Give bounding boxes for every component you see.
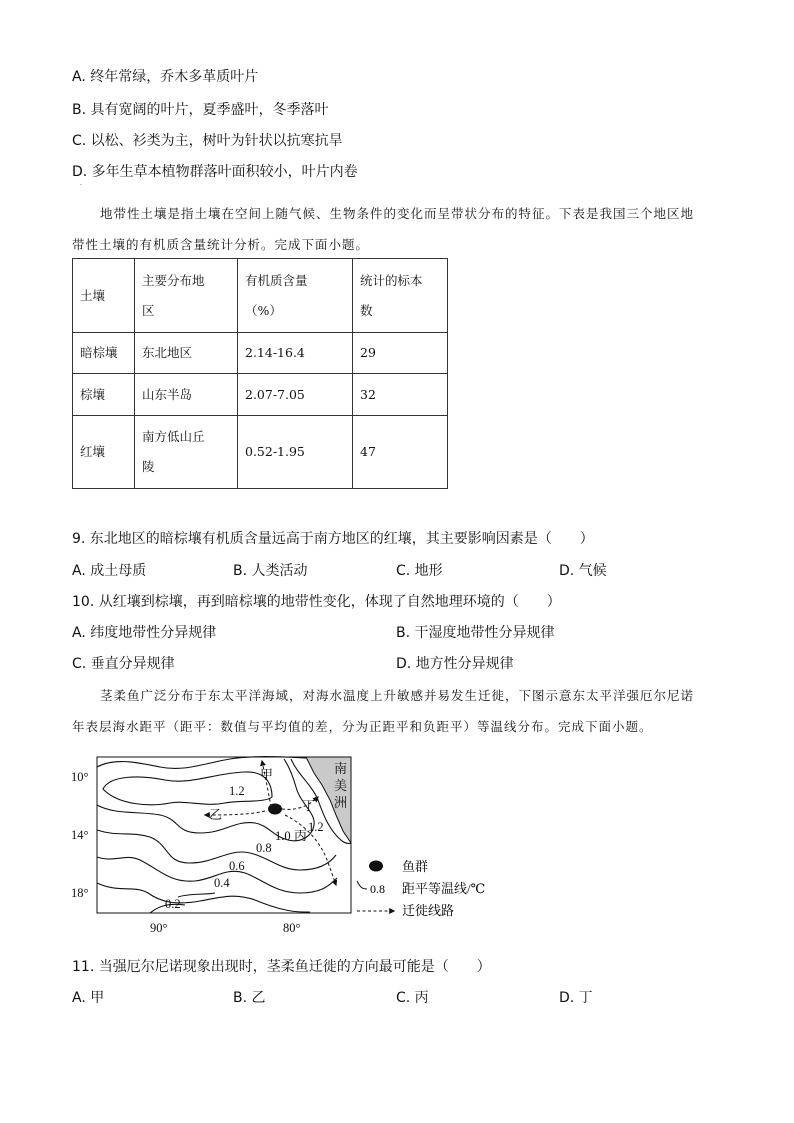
label-iso-1.0: 1.0	[275, 829, 291, 843]
fish-school-marker	[268, 804, 282, 815]
q9-stem: 9. 东北地区的暗棕壤有机质含量远高于南方地区的红壤，其主要影响因素是（ ）	[72, 531, 594, 547]
label-iso-0.4: 0.4	[214, 876, 230, 890]
lat-label-14: 14°	[71, 828, 89, 842]
header-cell-region: 主要分布地 区	[135, 259, 238, 333]
q9-option-c: C. 地形	[396, 563, 443, 579]
q8-option-c: C. 以松、衫类为主，树叶为针状以抗寒抗旱	[72, 133, 343, 149]
table-row	[73, 333, 448, 374]
label-iso-0.8: 0.8	[256, 841, 272, 855]
label-iso-1.2-east: 1.2	[308, 820, 324, 834]
q10-option-d: D. 地方性分异规律	[396, 656, 514, 672]
label-iso-0.6: 0.6	[229, 859, 245, 873]
table-cell: 南方低山丘 陵	[135, 416, 238, 489]
legend-fish-icon	[369, 861, 383, 872]
label-continent-2: 美	[334, 778, 348, 793]
header-cell-samples: 统计的标本 数	[353, 259, 448, 333]
q10-option-b: B. 干湿度地带性分异规律	[396, 625, 555, 641]
legend-isotherm-sample: 0.8	[370, 882, 385, 896]
q11-option-b: B. 乙	[233, 990, 266, 1006]
table-cell: 山东半岛	[135, 374, 238, 416]
sea-temperature-anomaly-map	[0, 745, 794, 945]
passage2-line2: 年表层海水距平（距平：数值与平均值的差，分为正距平和负距平）等温线分布。完成下面小题。	[72, 719, 653, 734]
lat-label-10: 10°	[71, 770, 89, 784]
table-cell: 棕壤	[73, 374, 135, 416]
table-cell: 32	[353, 374, 448, 416]
table-row	[73, 374, 448, 416]
lon-label-80: 80°	[283, 921, 301, 935]
lon-label-90: 90°	[150, 921, 168, 935]
table-cell: 暗棕壤	[73, 333, 135, 374]
q11-option-a: A. 甲	[72, 990, 105, 1006]
label-iso-1.2-west: 1.2	[229, 784, 245, 798]
header-cell-soil: 土壤	[73, 259, 135, 333]
q10-stem: 10. 从红壤到棕壤，再到暗棕壤的地带性变化，体现了自然地理环境的（ ）	[72, 594, 561, 610]
label-continent-1: 南	[334, 761, 348, 776]
q11-option-c: C. 丙	[396, 990, 429, 1006]
table-cell: 红壤	[73, 416, 135, 489]
header-cell-content: 有机质含量 （%）	[238, 259, 353, 333]
label-continent-3: 洲	[334, 795, 348, 810]
q10-option-a: A. 纬度地带性分异规律	[72, 625, 217, 641]
table-cell: 2.07-7.05	[238, 374, 353, 416]
q11-option-d: D. 丁	[559, 990, 593, 1006]
legend-isotherm-label: 距平等温线/℃	[402, 881, 486, 896]
label-jia: 甲	[260, 767, 274, 782]
table-cell: 29	[353, 333, 448, 374]
q9-option-b: B. 人类活动	[233, 563, 308, 579]
legend-fish-label: 鱼群	[402, 859, 429, 874]
table-header-row	[73, 259, 448, 333]
table-cell: 2.14-16.4	[238, 333, 353, 374]
q10-option-c: C. 垂直分异规律	[72, 656, 175, 672]
soil-table	[72, 258, 448, 489]
lat-label-18: 18°	[71, 886, 89, 900]
legend-route-label: 迁徙线路	[402, 903, 455, 918]
passage2-line1: 茎柔鱼广泛分布于东太平洋海域，对海水温度上升敏感并易发生迁徙，下图示意东太平洋强厄尔尼诺	[100, 688, 695, 703]
legend-isotherm-icon	[357, 881, 367, 889]
label-bing: 丙	[294, 828, 308, 843]
label-iso-0.2: 0.2	[165, 897, 181, 911]
q8-option-b: B. 具有宽阔的叶片，夏季盛叶，冬季落叶	[72, 102, 329, 118]
q8-option-a: A. 终年常绿，乔木多革质叶片	[72, 69, 259, 85]
table-cell: 0.52-1.95	[238, 416, 353, 489]
passage1-line2: 带性土壤的有机质含量统计分析。完成下面小题。	[72, 237, 370, 252]
stray-dot: ·	[80, 182, 82, 189]
map-legend	[357, 859, 485, 918]
q9-option-d: D. 气候	[559, 563, 607, 579]
table-row	[73, 416, 448, 489]
q11-stem: 11. 当强厄尔尼诺现象出现时，茎柔鱼迁徙的方向最可能是（ ）	[72, 959, 491, 975]
label-yi: 乙	[209, 807, 223, 822]
table-cell: 47	[353, 416, 448, 489]
label-ding: 丁	[302, 798, 316, 813]
q9-option-a: A. 成土母质	[72, 563, 147, 579]
passage1-line1: 地带性土壤是指土壤在空间上随气候、生物条件的变化而呈带状分布的特征。下表是我国三个地区地	[100, 206, 695, 221]
q8-option-d: D. 多年生草本植物群落叶面积较小，叶片内卷	[72, 164, 358, 180]
table-cell: 东北地区	[135, 333, 238, 374]
